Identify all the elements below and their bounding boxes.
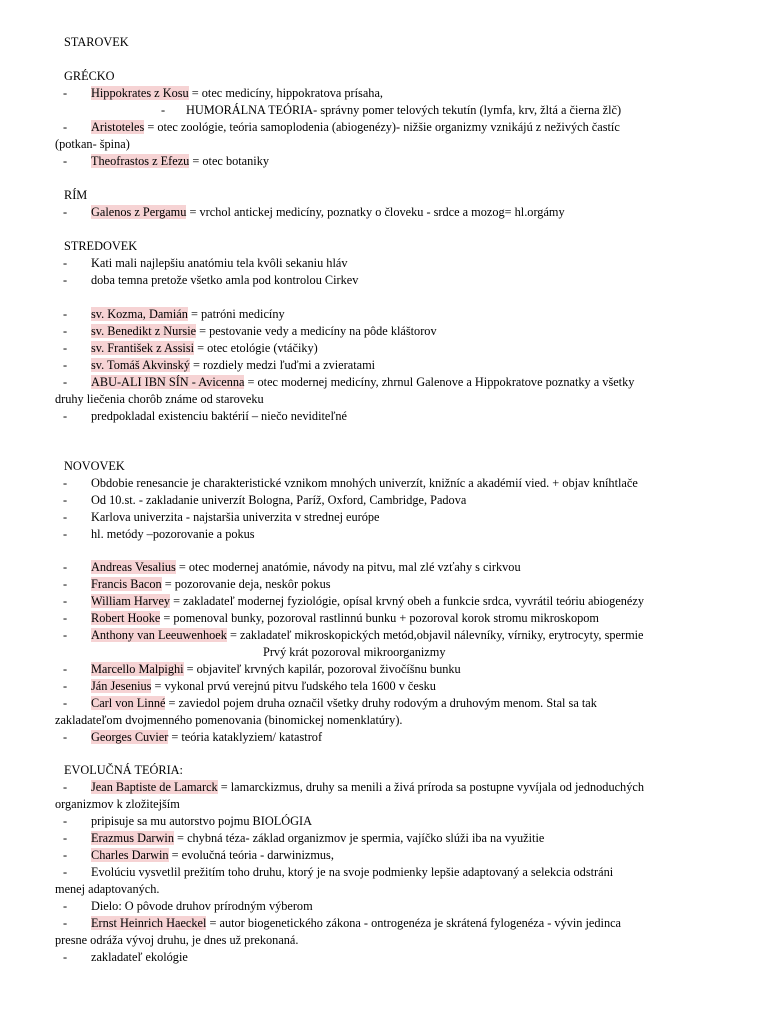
item-text: = rozdiely medzi ľuďmi a zvieratami: [189, 358, 376, 372]
item-text: = vrchol antickej medicíny, poznatky o človeku - srdce a mozog= hl.orgámy: [186, 205, 565, 219]
item-text: menej adaptovaných.: [55, 882, 160, 896]
bullet-dash: -: [63, 154, 68, 168]
bullet-dash: -: [63, 205, 68, 219]
highlighted-name: ABU-ALI IBN SÍN - Avicenna: [91, 375, 245, 389]
bullet-dash: -: [63, 375, 68, 389]
item-text: Evolúciu vysvetlil prežitím toho druhu, ktorý je na svoje podmienky lepšie adaptovaný a selekcia odstráni: [91, 865, 614, 879]
bullet-dash: -: [63, 831, 68, 845]
highlighted-name: Anthony van Leeuwenhoek: [91, 628, 227, 642]
item-text: = otec modernej medicíny, zhrnul Galenove a Hippokratove poznatky a všetky: [244, 375, 635, 389]
item-text: = otec medicíny, hippokratova prísaha,: [188, 86, 383, 100]
highlighted-name: Charles Darwin: [91, 848, 169, 862]
highlighted-name: Ernst Heinrich Haeckel: [91, 916, 207, 930]
item-text: pripisuje sa mu autorstvo pojmu BIOLÓGIA: [91, 814, 312, 828]
highlighted-name: Marcello Malpighi: [91, 662, 184, 676]
item-text: Od 10.st. - zakladanie univerzít Bologna, Paríž, Oxford, Cambridge, Padova: [91, 493, 467, 507]
heading-starovek: STAROVEK: [64, 35, 129, 49]
bullet-dash: -: [63, 86, 68, 100]
bullet-dash: -: [63, 848, 68, 862]
highlighted-name: Georges Cuvier: [91, 730, 169, 744]
bullet-dash: -: [63, 493, 68, 507]
bullet-dash: -: [63, 899, 68, 913]
item-text: = zaviedol pojem druha označil všetky druhy rodovým a druhovým menom. Stal sa tak: [165, 696, 597, 710]
item-text: = otec zoológie, teória samoplodenia (abiogenézy)- nižšie organizmy vznikájú z neživých častíc: [144, 120, 620, 134]
item-text: HUMORÁLNA TEÓRIA- správny pomer telových tekutín (lymfa, krv, žltá a čierna žlč): [186, 103, 622, 117]
bullet-dash: -: [63, 679, 68, 693]
item-text: presne odráža vývoj druhu, je dnes už prekonaná.: [55, 933, 299, 947]
bullet-dash: -: [63, 865, 68, 879]
bullet-dash: -: [63, 611, 68, 625]
bullet-dash: -: [63, 577, 68, 591]
bullet-dash: -: [63, 120, 68, 134]
bullet-dash: -: [63, 341, 68, 355]
highlighted-name: Theofrastos z Efezu: [91, 154, 190, 168]
item-text: = otec modernej anatómie, návody na pitvu, mal zlé vzťahy s cirkvou: [175, 560, 521, 574]
bullet-dash: -: [63, 662, 68, 676]
highlighted-name: Galenos z Pergamu: [91, 205, 187, 219]
highlighted-name: sv. Benedikt z Nursie: [91, 324, 197, 338]
highlighted-name: Aristoteles: [91, 120, 145, 134]
item-text: = objaviteľ krvných kapilár, pozoroval živočíšnu bunku: [183, 662, 461, 676]
item-text: = otec etológie (vtáčiky): [194, 341, 318, 355]
item-text: = otec botaniky: [189, 154, 269, 168]
highlighted-name: Ján Jesenius: [91, 679, 152, 693]
bullet-dash: -: [63, 696, 68, 710]
highlighted-name: Jean Baptiste de Lamarck: [91, 780, 218, 794]
heading-evolucna-teoria: EVOLUČNÁ TEÓRIA:: [64, 763, 183, 777]
bullet-dash: -: [63, 916, 68, 930]
heading-stredovek: STREDOVEK: [64, 239, 138, 253]
bullet-dash: -: [161, 103, 166, 117]
bullet-dash: -: [63, 256, 68, 270]
item-text: predpokladal existenciu baktérií – niečo neviditeľné: [91, 409, 347, 423]
bullet-dash: -: [63, 307, 68, 321]
bullet-dash: -: [63, 730, 68, 744]
item-text: = vykonal prvú verejnú pitvu ľudského tela 1600 v česku: [151, 679, 436, 693]
bullet-dash: -: [63, 950, 68, 964]
bullet-dash: -: [63, 814, 68, 828]
item-text: Kati mali najlepšiu anatómiu tela kvôli sekaniu hláv: [91, 256, 348, 270]
item-text: Obdobie renesancie je charakteristické vznikom mnohých univerzít, knižníc a akadémií vied. + objav kníhtlače: [91, 476, 638, 490]
item-text: Prvý krát pozoroval mikroorganizmy: [263, 645, 446, 659]
item-text: druhy liečenia chorôb známe od staroveku: [55, 392, 264, 406]
item-text: = chybná téza- základ organizmov je spermia, vajíčko slúži iba na využitie: [173, 831, 545, 845]
bullet-dash: -: [63, 594, 68, 608]
bullet-dash: -: [63, 780, 68, 794]
highlighted-name: sv. Tomáš Akvinský: [91, 358, 190, 372]
highlighted-name: sv. František z Assisi: [91, 341, 195, 355]
bullet-dash: -: [63, 324, 68, 338]
item-text: = autor biogenetického zákona - ontrogenéza je skrátená fylogenéza - vývin jedinca: [206, 916, 622, 930]
item-text: = pestovanie vedy a medicíny na pôde kláštorov: [196, 324, 437, 338]
bullet-dash: -: [63, 358, 68, 372]
item-text: zakladateľom dvojmenného pomenovania (binomickej nomenklatúry).: [55, 713, 403, 727]
heading-rim: RÍM: [64, 188, 88, 202]
item-text: = pozorovanie deja, neskôr pokus: [161, 577, 331, 591]
item-text: hl. metódy –pozorovanie a pokus: [91, 527, 255, 541]
heading-novovek: NOVOVEK: [64, 459, 125, 473]
bullet-dash: -: [63, 628, 68, 642]
highlighted-name: Carl von Linné: [91, 696, 166, 710]
highlighted-name: William Harvey: [91, 594, 171, 608]
item-text: organizmov k zložitejším: [55, 797, 180, 811]
item-text: = lamarckizmus, druhy sa menili a živá príroda sa postupne vyvíjala od jednoduchých: [217, 780, 644, 794]
item-text: = teória kataklyziem/ katastrof: [168, 730, 323, 744]
item-text: = patróni medicíny: [187, 307, 285, 321]
bullet-dash: -: [63, 560, 68, 574]
item-text: = pomenoval bunky, pozoroval rastlinnú bunku + pozoroval korok stromu mikroskopom: [160, 611, 599, 625]
highlighted-name: Francis Bacon: [91, 577, 162, 591]
item-text: = evolučná teória - darwinizmus,: [168, 848, 334, 862]
bullet-dash: -: [63, 527, 68, 541]
heading-grecko: GRÉCKO: [64, 69, 115, 83]
bullet-dash: -: [63, 510, 68, 524]
highlighted-name: Andreas Vesalius: [91, 560, 176, 574]
item-text: zakladateľ ekológie: [91, 950, 188, 964]
highlighted-name: sv. Kozma, Damián: [91, 307, 188, 321]
bullet-dash: -: [63, 409, 68, 423]
highlighted-name: Hippokrates z Kosu: [91, 86, 189, 100]
item-text: Dielo: O pôvode druhov prírodným výberom: [91, 899, 313, 913]
bullet-dash: -: [63, 273, 68, 287]
bullet-dash: -: [63, 476, 68, 490]
item-text: Karlova univerzita - najstaršia univerzita v strednej európe: [91, 510, 380, 524]
item-text: (potkan- špina): [55, 137, 130, 151]
highlighted-name: Erazmus Darwin: [91, 831, 174, 845]
highlighted-name: Robert Hooke: [91, 611, 161, 625]
item-text: doba temna pretože všetko amla pod kontrolou Cirkev: [91, 273, 359, 287]
item-text: = zakladateľ mikroskopických metód,objavil nálevníky, vírniky, erytrocyty, spermie: [226, 628, 644, 642]
item-text: = zakladateľ modernej fyziológie, opísal krvný obeh a funkcie srdca, vyvrátil teóriu abiogenézy: [170, 594, 644, 608]
